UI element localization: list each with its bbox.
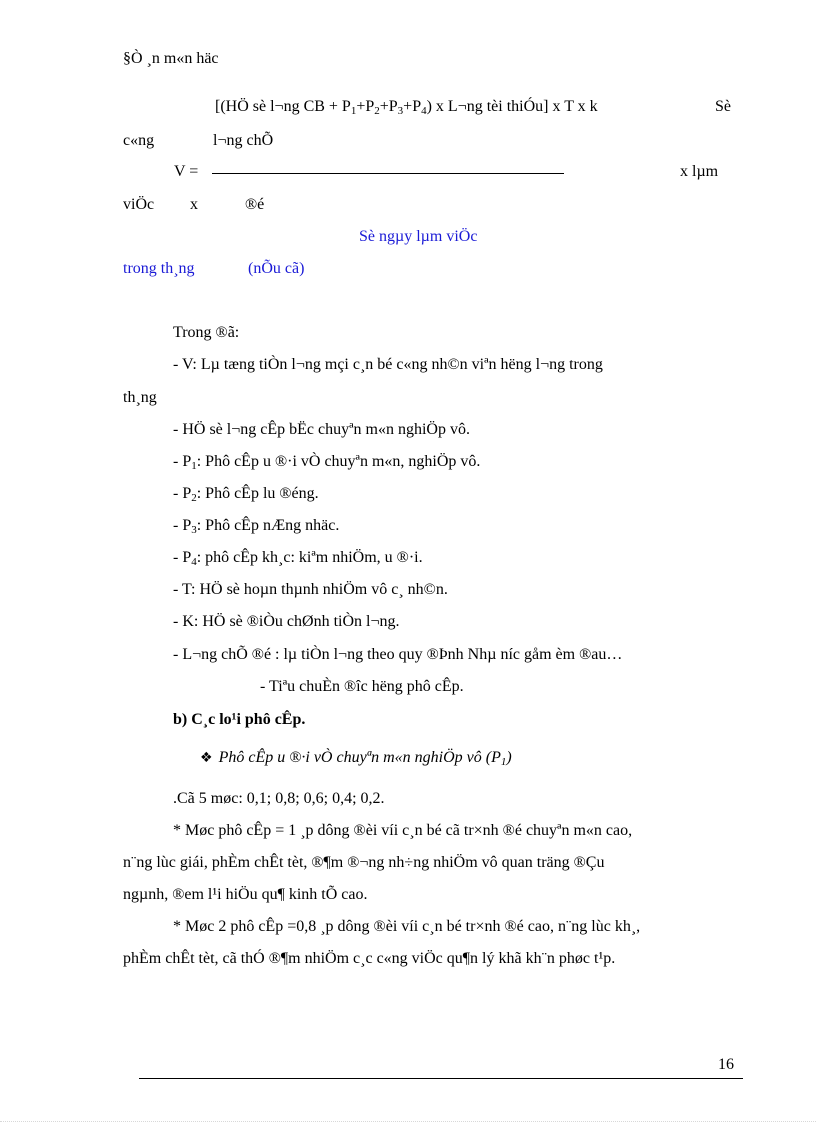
- levels-line: .Cã 5 møc: 0,1; 0,8; 0,6; 0,4; 0,2.: [173, 790, 385, 807]
- where-label: Trong ®ã:: [173, 324, 240, 341]
- formula-line2-left: c«ng: [123, 132, 155, 149]
- def-k: - K: HÖ sè ®iÒu chØnh tiÒn l¬ng.: [173, 613, 400, 630]
- section-b-heading: b) C¸c lo¹i phô cÊp.: [173, 711, 306, 728]
- diamond-bullet-icon: ❖: [200, 750, 213, 766]
- def-v-line2: th¸ng: [123, 389, 157, 406]
- def-p1: - $P_1$: Phô cÊp u ®·i vÒ chuyªn m«n, nghiÖp vô.: [173, 453, 481, 472]
- para2-line2: phÈm chÊt tèt, cã thÓ ®¶m nhiÖm c¸c c«ng viÖc qu¶n lý khã kh¨n phøc t¹p.: [123, 950, 616, 967]
- footer-rule: [139, 1078, 743, 1079]
- page-bottom-divider: [0, 1121, 816, 1122]
- para1-line2: n¨ng lùc giái, phÈm chÊt tèt, ®¶m ®¬ng nh÷ng nhiÖm vô quan träng ®Çu: [123, 854, 605, 871]
- para1-line3: ngµnh, ®em l¹i hiÖu qu¶ kinh tÕ cao.: [123, 886, 368, 903]
- page-number: 16: [718, 1056, 734, 1073]
- formula-line4-c: ®é: [245, 196, 265, 213]
- def-regime: - L¬ng chÕ ®é : lµ tiÒn l¬ng theo quy ®Þnh Nhµ níc gåm èm ®au…: [173, 646, 623, 663]
- formula-right-word: Sè: [715, 98, 731, 115]
- formula-line4-b: x: [190, 196, 198, 213]
- def-p4: - $P_4$: phô cÊp kh¸c: kiªm nhiÖm, u ®·i.: [173, 549, 423, 568]
- def-p3: - $P_3$: Phô cÊp nÆng nhäc.: [173, 517, 340, 536]
- formula-denominator: Sè ngµy lµm viÖc: [359, 228, 478, 245]
- para1-line1: * Møc phô cÊp = 1 ¸p dông ®èi víi c¸n bé cã tr×nh ®é chuyªn m«n cao,: [173, 822, 633, 839]
- formula-v-label: V =: [174, 163, 199, 180]
- formula-month: trong th¸ng: [123, 260, 195, 277]
- formula-if-any: (nÕu cã): [248, 260, 305, 277]
- page-header: §Ò ¸n m«n häc: [123, 50, 219, 67]
- formula-right-tail: x lµm: [680, 163, 719, 180]
- formula-line2-mid: l¬ng chÕ: [213, 132, 274, 149]
- para2-line1: * Møc 2 phô cÊp =0,8 ¸p dông ®èi víi c¸n bé tr×nh ®é cao, n¨ng lùc kh¸,: [173, 918, 641, 935]
- def-p2: - $P_2$: Phô cÊp lu ®éng.: [173, 485, 319, 504]
- def-t: - T: HÖ sè hoµn thµnh nhiÖm vô c¸ nh©n.: [173, 581, 448, 598]
- formula-numerator: [(HÖ sè l¬ng CB + $P_1+P_2+P_3+P_4$) x L¬ng tèi thiÓu] x T x k: [215, 98, 598, 117]
- def-v-line1: - V: Lµ tæng tiÒn l¬ng mçi c¸n bé c«ng nh©n viªn hëng l¬ng trong: [173, 356, 603, 373]
- fraction-bar: [212, 173, 564, 174]
- formula-line4-a: viÖc: [123, 196, 155, 213]
- def-standard: - Tiªu chuÈn ®îc hëng phô cÊp.: [260, 678, 464, 695]
- def-hs: - HÖ sè l¬ng cÊp bËc chuyªn m«n nghiÖp vô.: [173, 421, 470, 438]
- bullet-item: ❖ Phô cÊp u ®·i vÒ chuyªn m«n nghiÖp vô $(P_1)$: [200, 749, 512, 768]
